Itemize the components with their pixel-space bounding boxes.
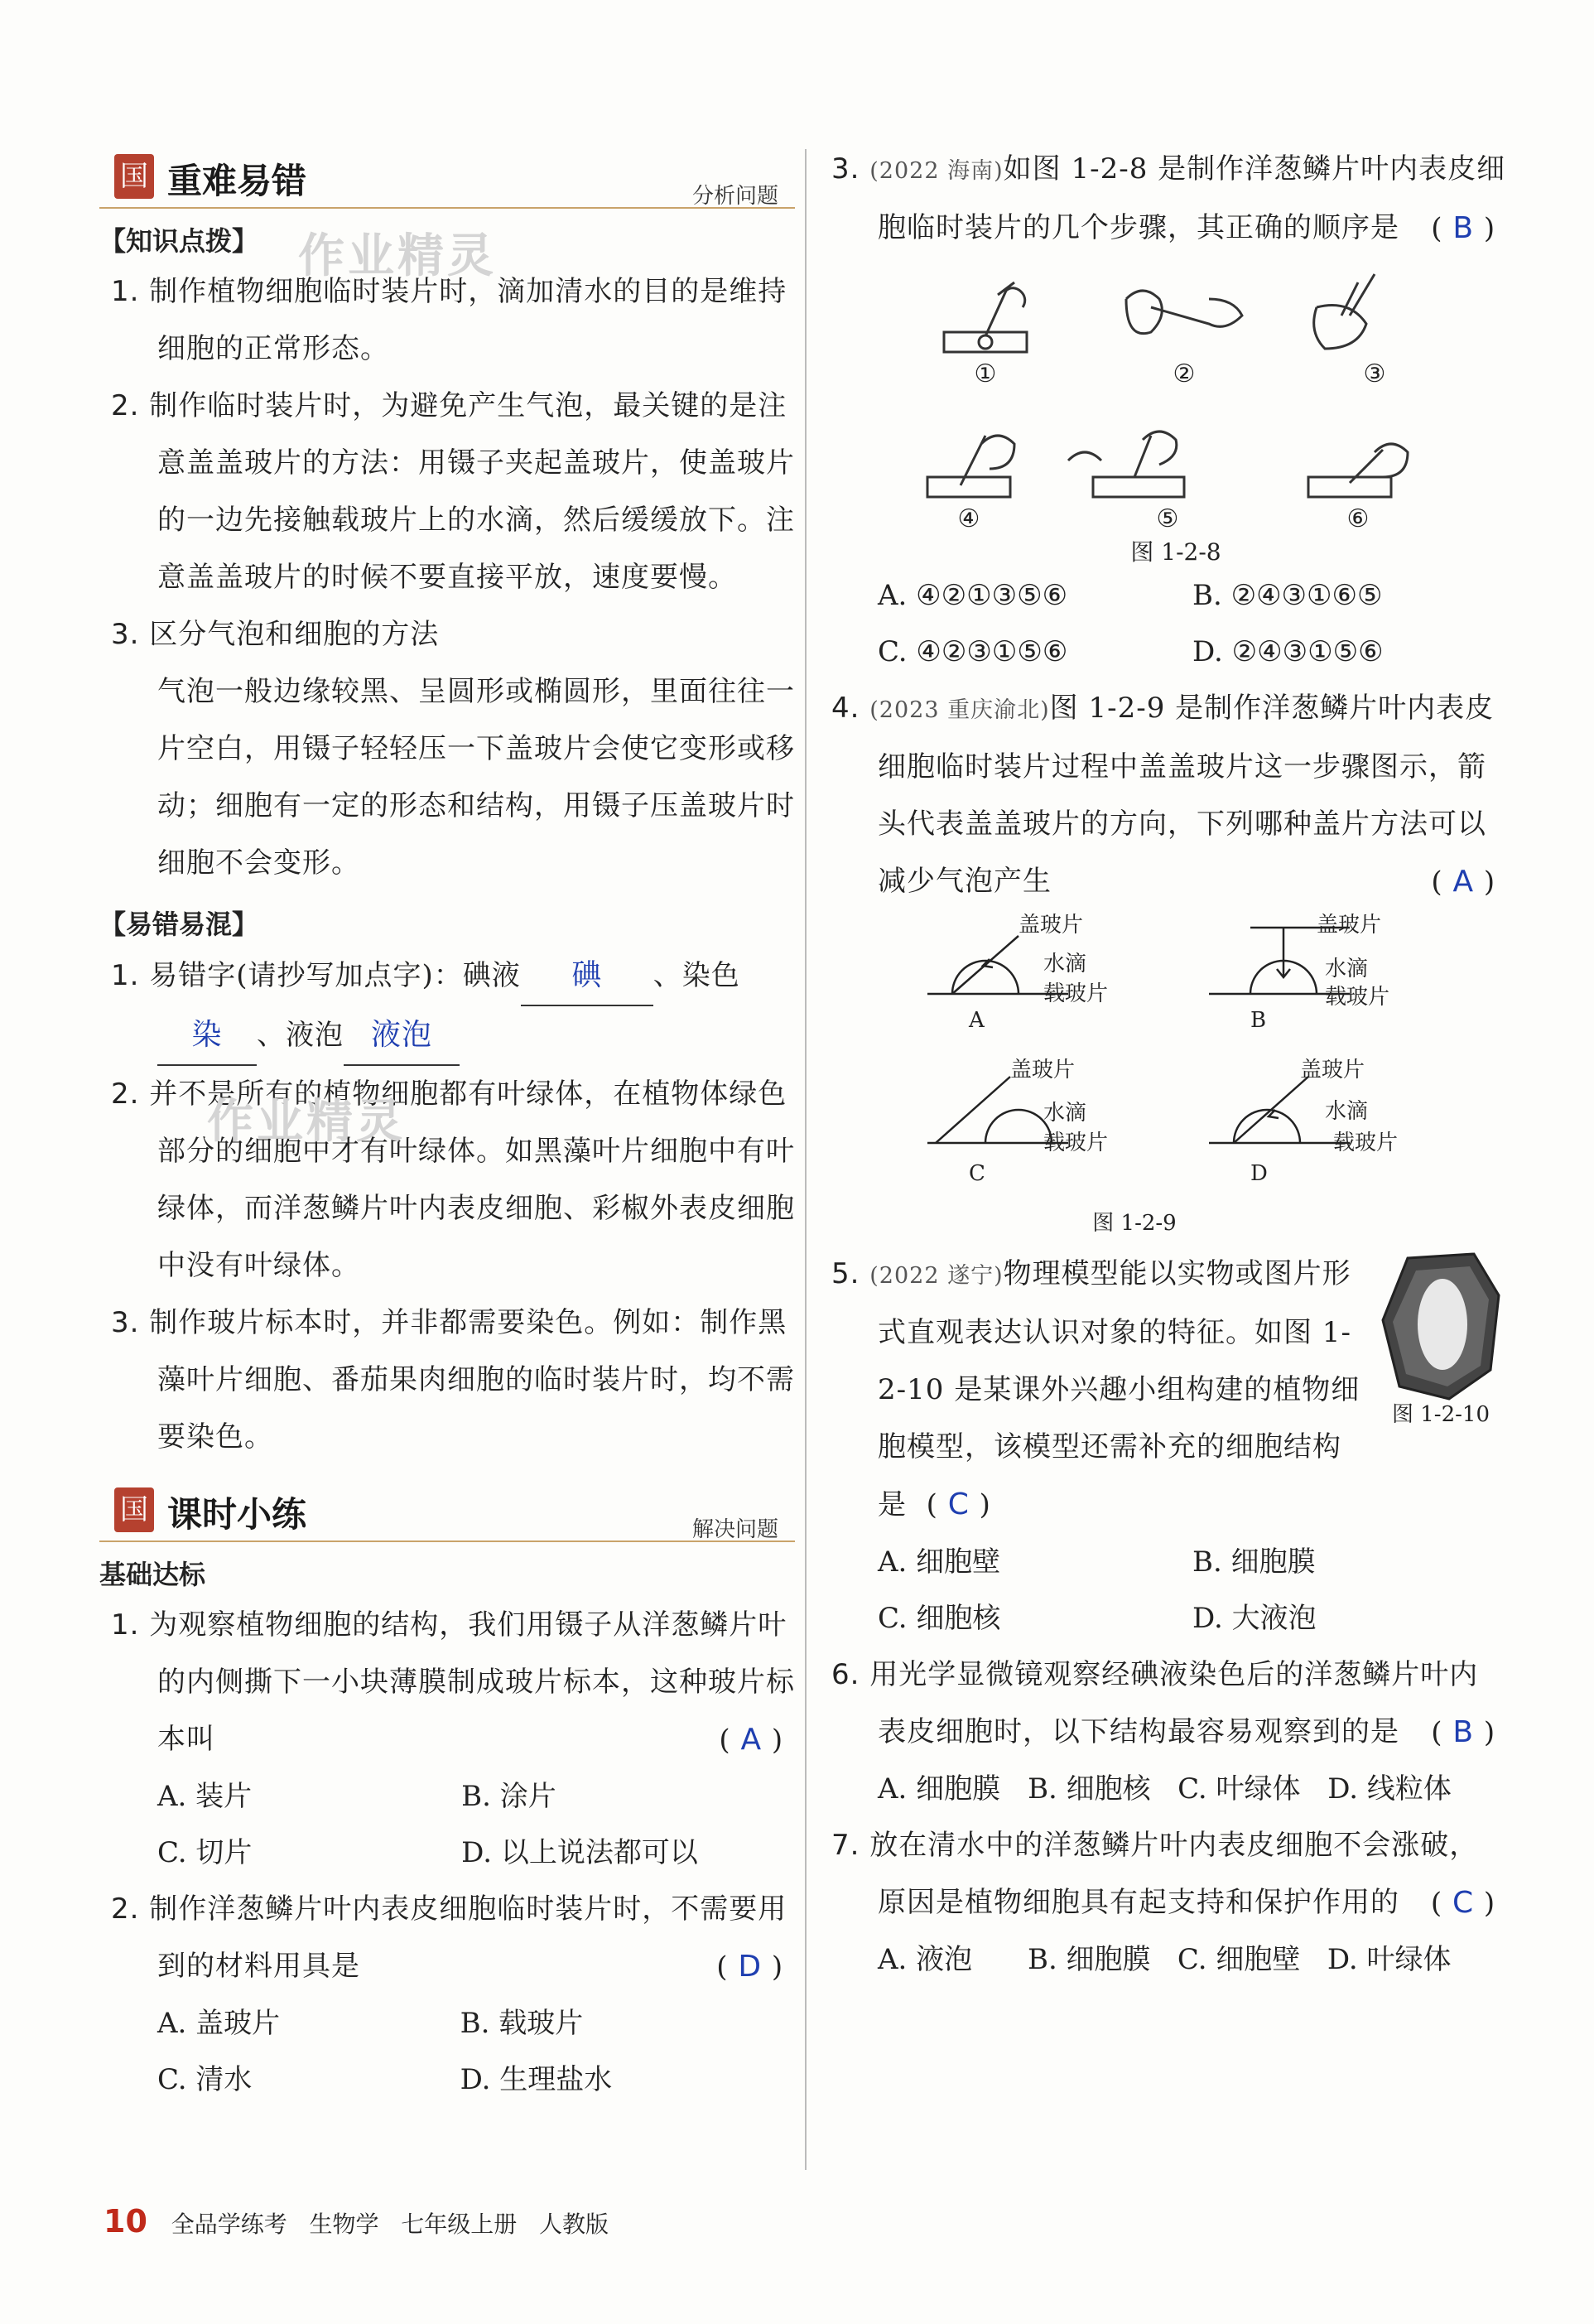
options-q7 bbox=[820, 1931, 1477, 1988]
answer-3: 液泡 bbox=[370, 1018, 432, 1052]
step-label: ⑤ bbox=[1156, 504, 1179, 533]
answer-q3: B bbox=[1452, 211, 1475, 245]
option: D. 以上说法都可以 bbox=[461, 1836, 698, 1869]
option: D. 线粒体 bbox=[1327, 1772, 1452, 1806]
answer-2: 染 bbox=[191, 1018, 223, 1052]
section-title: 重难易错 bbox=[167, 161, 307, 201]
knowledge-item-3: 3. 区分气泡和细胞的方法 bbox=[111, 618, 440, 651]
confuse-item-1: 1. 易错字(请抄写加点字)：碘液 碘 、染色染 、液泡 液泡 bbox=[99, 947, 795, 1066]
label-cover: 盖玻片 bbox=[1300, 1058, 1365, 1082]
cell-model-figure bbox=[1375, 1246, 1507, 1428]
watermark: 作业精灵 bbox=[207, 1095, 406, 1149]
option: C. 叶绿体 bbox=[1177, 1772, 1301, 1806]
figure-1-2-8 bbox=[820, 258, 1507, 564]
label-slide: 载玻片 bbox=[1333, 1131, 1399, 1155]
knowledge-item-3-detail: 气泡一般边缘较黑、呈圆形或椭圆形，里面往往一片空白，用镊子轻轻压一下盖玻片会使它变形或移动；细胞有一定的形态和结构，用镊子压盖玻片时细胞不会变形。 bbox=[157, 675, 795, 880]
option: C. ④②③①⑤⑥ bbox=[878, 635, 1068, 668]
answer-q6: B bbox=[1452, 1715, 1475, 1749]
question-1: 1. 为观察植物细胞的结构，我们用镊子从洋葱鳞片叶的内侧撕下一小块薄膜制成玻片标本，这种玻片标本叫 ( A ) bbox=[111, 1608, 795, 1757]
panel-label: A bbox=[969, 1008, 985, 1033]
answer-q5: C bbox=[947, 1487, 970, 1521]
option: B. 细胞膜 bbox=[1192, 1545, 1316, 1579]
option: A. 液泡 bbox=[878, 1943, 973, 1976]
label-slide: 载玻片 bbox=[1043, 1131, 1109, 1155]
section-title: 课时小练 bbox=[167, 1494, 307, 1535]
question-4: 4. (2023 重庆渝北)图 1-2-9 是制作洋葱鳞片叶内表皮细胞临时装片过程中盖盖玻片这一步骤图示，箭头代表盖盖玻片的方向，下列哪种盖片方法可以减少气泡产生 ( A ) bbox=[831, 692, 1496, 899]
figure-1-2-9 bbox=[820, 911, 1507, 1242]
confuse-heading: 【易错易混】 bbox=[99, 909, 259, 940]
figure-caption: 图 1-2-8 bbox=[1130, 538, 1221, 564]
option: A. 细胞膜 bbox=[878, 1772, 1001, 1806]
step-label: ⑥ bbox=[1346, 504, 1370, 533]
section-header-practice bbox=[99, 1474, 795, 1542]
panel-label: D bbox=[1250, 1161, 1268, 1186]
step-label: ② bbox=[1173, 359, 1196, 388]
option: C. 细胞壁 bbox=[1177, 1943, 1301, 1976]
options-q3 bbox=[820, 567, 1507, 680]
step-label: ④ bbox=[957, 504, 980, 533]
watermark: 作业精灵 bbox=[298, 229, 497, 283]
question-5-block bbox=[820, 1246, 1507, 1534]
right-column bbox=[820, 141, 1507, 1988]
question-7: 7. 放在清水中的洋葱鳞片叶内表皮细胞不会涨破，原因是植物细胞具有起支持和保护作用的 ( C ) bbox=[831, 1829, 1496, 1920]
options-q5 bbox=[820, 1534, 1507, 1647]
knowledge-heading: 【知识点拨】 bbox=[99, 225, 259, 257]
grade: 七年级上册 bbox=[401, 2211, 518, 2238]
question-6: 6. 用光学显微镜观察经碘液染色后的洋葱鳞片叶内表皮细胞时，以下结构最容易观察到的是 ( B ) bbox=[831, 1658, 1496, 1749]
question-2: 2. 制作洋葱鳞片叶内表皮细胞临时装片时，不需要用到的材料用具是 ( D ) bbox=[111, 1892, 787, 1984]
section-tag: 解决问题 bbox=[691, 1517, 778, 1542]
step-label: ③ bbox=[1363, 359, 1386, 388]
option: D. 大液泡 bbox=[1192, 1602, 1317, 1635]
options-q6 bbox=[820, 1761, 1477, 1817]
answer-q7: C bbox=[1452, 1886, 1475, 1920]
options-q2 bbox=[99, 1995, 763, 2108]
figure-caption: 图 1-2-10 bbox=[1391, 1402, 1490, 1427]
question-5: 5. (2022 遂宁)物理模型能以实物或图片形式直观表达认识对象的特征。如图 1-2-10 是某课外兴趣小组构建的植物细胞模型，该模型还需补充的细胞结构是 ( C ) bbox=[831, 1257, 1360, 1521]
confuse-item-2: 2. 并不是所有的植物细胞都有叶绿体，在植物体绿色部分的细胞中才有叶绿体。如黑藻叶片细胞中有叶绿体，而洋葱鳞片叶内表皮细胞、彩椒外表皮细胞中没有叶绿体。 bbox=[111, 1078, 795, 1282]
option: C. 切片 bbox=[157, 1836, 253, 1869]
page-number: 10 bbox=[104, 2203, 147, 2240]
figure-caption: 图 1-2-9 bbox=[1092, 1211, 1177, 1236]
option: B. ②④③①⑥⑤ bbox=[1192, 579, 1383, 612]
option: D. 生理盐水 bbox=[460, 2063, 613, 2096]
option: B. 细胞核 bbox=[1028, 1772, 1151, 1806]
option: A. 细胞壁 bbox=[878, 1545, 1001, 1579]
section-header-key-points bbox=[99, 141, 795, 209]
label-water: 水滴 bbox=[1043, 1101, 1087, 1126]
section-icon: 国 bbox=[114, 1487, 154, 1532]
label-slide: 载玻片 bbox=[1043, 981, 1109, 1006]
label-cover: 盖玻片 bbox=[1019, 913, 1084, 938]
section-icon: 国 bbox=[114, 154, 154, 199]
answer-q4: A bbox=[1452, 865, 1475, 899]
book-title: 全品学练考 bbox=[171, 2211, 287, 2238]
panel-label: B bbox=[1250, 1008, 1267, 1033]
subject: 生物学 bbox=[309, 2211, 379, 2238]
option: C. 清水 bbox=[157, 2063, 253, 2096]
label-water: 水滴 bbox=[1325, 957, 1369, 981]
label-water: 水滴 bbox=[1043, 952, 1087, 976]
step-label: ① bbox=[974, 359, 997, 388]
knowledge-item-1: 1. 制作植物细胞临时装片时，滴加清水的目的是维持细胞的正常形态。 bbox=[111, 275, 787, 365]
option: A. ④②①③⑤⑥ bbox=[878, 579, 1068, 612]
question-3: 3. (2022 海南)如图 1-2-8 是制作洋葱鳞片叶内表皮细胞临时装片的几个步骤，其正确的顺序是 ( B ) bbox=[831, 152, 1506, 245]
page-footer bbox=[104, 2203, 609, 2240]
label-cover: 盖玻片 bbox=[1317, 913, 1382, 938]
options-q1 bbox=[99, 1768, 765, 1881]
basic-heading: 基础达标 bbox=[99, 1559, 206, 1590]
column-divider bbox=[805, 149, 807, 2170]
answer-q2: D bbox=[738, 1950, 763, 1984]
section-tag: 分析问题 bbox=[691, 184, 778, 209]
label-water: 水滴 bbox=[1325, 1099, 1369, 1124]
option: A. 盖玻片 bbox=[157, 2007, 281, 2040]
knowledge-item-2: 2. 制作临时装片时，为避免产生气泡，最关键的是注意盖盖玻片的方法：用镊子夹起盖玻片，使盖玻片的一边先接触载玻片上的水滴，然后缓缓放下。注意盖盖玻片的时候不要直接平放，速度要慢。 bbox=[111, 389, 795, 594]
option: B. 载玻片 bbox=[460, 2007, 584, 2040]
panel-label: C bbox=[969, 1161, 985, 1186]
left-column bbox=[99, 141, 795, 2108]
answer-q1: A bbox=[740, 1723, 763, 1757]
label-cover: 盖玻片 bbox=[1010, 1058, 1076, 1082]
answer-1: 碘 bbox=[571, 958, 603, 992]
option: B. 涂片 bbox=[461, 1780, 556, 1813]
option: D. ②④③①⑤⑥ bbox=[1192, 635, 1384, 668]
option: A. 装片 bbox=[157, 1780, 253, 1813]
option: B. 细胞膜 bbox=[1027, 1943, 1151, 1976]
option: C. 细胞核 bbox=[878, 1602, 1001, 1635]
edition: 人教版 bbox=[538, 2211, 609, 2238]
label-slide: 载玻片 bbox=[1325, 985, 1390, 1010]
option: D. 叶绿体 bbox=[1327, 1943, 1452, 1976]
confuse-item-3: 3. 制作玻片标本时，并非都需要染色。例如：制作黑藻叶片细胞、番茄果肉细胞的临时装片时，均不需要染色。 bbox=[111, 1306, 795, 1454]
